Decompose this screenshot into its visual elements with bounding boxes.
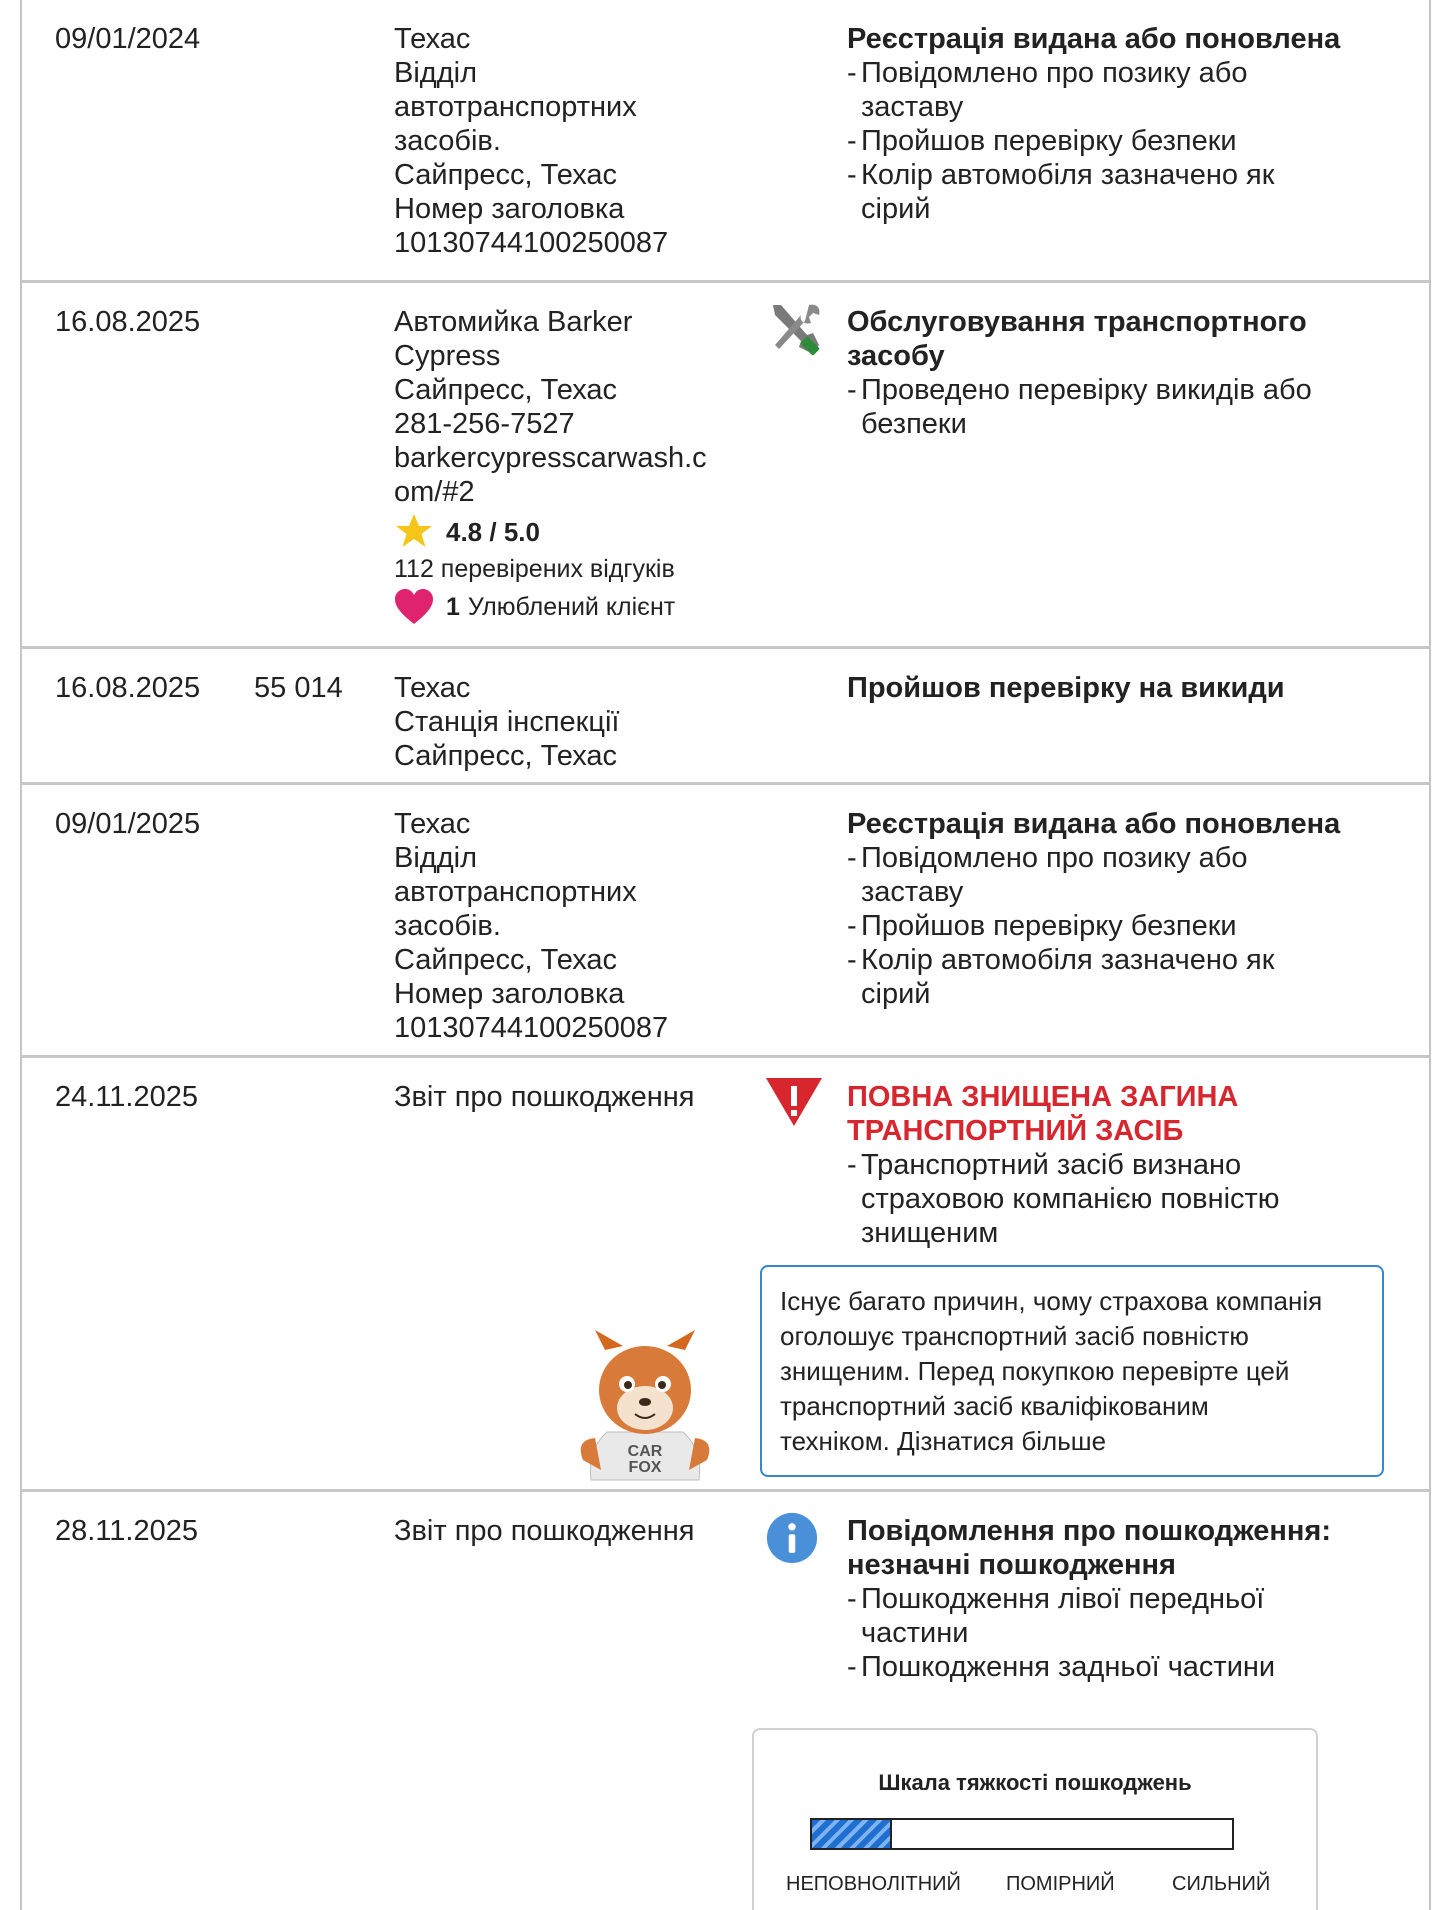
record-title: Пройшов перевірку на викиди — [847, 672, 1285, 704]
rating-score: 4.8 / 5.0 — [446, 517, 540, 547]
carfox-mascot-image — [565, 1330, 725, 1485]
source-line: Відділ — [394, 57, 477, 89]
source-line: Сайпресс, Техас — [394, 374, 618, 406]
record-date: 28.11.2025 — [55, 1515, 198, 1547]
history-row — [22, 785, 1429, 1058]
record-comments — [847, 305, 1407, 441]
mascot-shirt-text: CAR — [627, 1443, 663, 1460]
record-title: засобу — [847, 340, 945, 372]
notice-line: транспортний засіб кваліфікованим — [780, 1391, 1209, 1421]
heart-icon — [394, 589, 434, 625]
record-source — [394, 1080, 695, 1114]
record-comments — [847, 1514, 1407, 1684]
detail-line: Транспортний засіб визнано — [861, 1149, 1242, 1181]
record-source — [394, 807, 668, 1045]
detail-line: Колір автомобіля зазначено як — [861, 944, 1275, 976]
severity-bar — [810, 1818, 1234, 1850]
record-date: 09/01/2024 — [55, 23, 201, 55]
severity-label-severe: СИЛЬНИЙ — [1172, 1873, 1271, 1895]
notice-line: Існує багато причин, чому страхова компанія — [780, 1286, 1323, 1316]
record-title: ТРАНСПОРТНИЙ ЗАСІБ — [847, 1115, 1184, 1147]
record-date: 16.08.2025 — [55, 306, 201, 338]
source-line: Техас — [394, 23, 471, 55]
favorite-text: Улюблений клієнт — [467, 593, 676, 621]
record-title: Повідомлення про пошкодження: — [847, 1515, 1332, 1547]
source-website-link[interactable]: barkercypresscarwash.c — [394, 442, 707, 474]
detail-line: безпеки — [861, 408, 967, 440]
detail-item: - Повідомлено про позику або заставу — [847, 842, 1248, 908]
detail-item: - Пройшов перевірку безпеки — [847, 910, 1237, 942]
source-line: автотранспортних — [394, 91, 637, 123]
detail-line: Проведено перевірку викидів або — [861, 374, 1312, 406]
record-title: Обслуговування транспортного — [847, 306, 1307, 338]
detail-line: Колір автомобіля зазначено як — [861, 159, 1275, 191]
detail-line: Пройшов перевірку безпеки — [861, 125, 1237, 157]
record-comments — [847, 22, 1407, 226]
vehicle-history-table — [20, 0, 1431, 1910]
source-website-link[interactable]: om/#2 — [394, 476, 475, 508]
info-icon — [766, 1512, 818, 1564]
detail-line: Повідомлено про позику або — [861, 57, 1248, 89]
source-phone[interactable]: 281-256-7527 — [394, 408, 575, 440]
source-line: Відділ — [394, 842, 477, 874]
record-date: 09/01/2025 — [55, 808, 201, 840]
detail-line: Пошкодження лівої передньої — [861, 1583, 1265, 1615]
record-date: 16.08.2025 — [55, 672, 201, 704]
detail-item: - Проведено перевірку викидів або безпеки — [847, 374, 1312, 440]
history-row — [22, 0, 1429, 283]
record-title: незначні пошкодження — [847, 1549, 1176, 1581]
severity-bar-fill — [812, 1820, 892, 1848]
detail-line: сірий — [861, 978, 931, 1010]
record-source — [394, 1514, 695, 1548]
source-line: Cypress — [394, 340, 501, 372]
wrench-screwdriver-icon — [767, 301, 823, 357]
record-comments — [847, 1080, 1407, 1250]
detail-item: - Пошкодження лівої передньої частини — [847, 1583, 1265, 1649]
source-line: Станція інспекції — [394, 706, 620, 738]
detail-item: - Транспортний засіб визнано страховою компанією повністю знищеним — [847, 1149, 1280, 1249]
detail-line: Пошкодження задньої частини — [861, 1651, 1276, 1683]
detail-item: - Пройшов перевірку безпеки — [847, 125, 1237, 157]
detail-line: Пройшов перевірку безпеки — [861, 910, 1237, 942]
detail-item: - Пошкодження задньої частини — [847, 1651, 1276, 1683]
source-line: Автомийка Barker — [394, 306, 633, 338]
source-line: Номер заголовка — [394, 193, 625, 225]
source-line: 10130744100250087 — [394, 1012, 669, 1044]
detail-item: - Колір автомобіля зазначено як сірий — [847, 944, 1275, 1010]
source-line: Номер заголовка — [394, 978, 625, 1010]
detail-line: сірий — [861, 193, 931, 225]
record-title: ПОВНА ЗНИЩЕНА ЗАГИНА — [847, 1081, 1239, 1113]
source-line: засобів. — [394, 125, 501, 157]
source-line: Сайпресс, Техас — [394, 944, 618, 976]
detail-item: - Повідомлено про позику або заставу — [847, 57, 1248, 123]
damage-severity-scale — [752, 1728, 1318, 1910]
detail-line: заставу — [861, 91, 964, 123]
record-comments — [847, 671, 1407, 705]
favorite-count: 1 — [446, 593, 460, 621]
detail-item: - Колір автомобіля зазначено як сірий — [847, 159, 1275, 225]
detail-line: знищеним — [861, 1217, 999, 1249]
record-source — [394, 671, 619, 773]
severity-label-minor: НЕПОВНОЛІТНИЙ — [786, 1873, 961, 1895]
detail-line: частини — [861, 1617, 969, 1649]
severity-label-moderate: ПОМІРНИЙ — [1006, 1873, 1115, 1895]
record-comments — [847, 807, 1407, 1011]
record-title: Реєстрація видана або поновлена — [847, 808, 1341, 840]
mascot-shirt-text: FOX — [628, 1459, 662, 1476]
learn-more-link[interactable]: техніком. Дізнатися більше — [780, 1426, 1107, 1456]
notice-line: знищеним. Перед покупкою перевірте цей — [780, 1356, 1290, 1386]
total-loss-notice — [760, 1265, 1384, 1477]
verified-reviews-link[interactable]: 112 перевірених відгуків — [394, 555, 675, 583]
record-mileage: 55 014 — [254, 672, 343, 704]
record-title: Реєстрація видана або поновлена — [847, 23, 1341, 55]
alert-triangle-icon — [762, 1074, 822, 1130]
history-row — [22, 649, 1429, 785]
source-line: Техас — [394, 808, 471, 840]
notice-line: оголошує транспортний засіб повністю — [780, 1321, 1249, 1351]
detail-line: Повідомлено про позику або — [861, 842, 1248, 874]
record-date: 24.11.2025 — [55, 1081, 198, 1113]
history-row — [22, 283, 1429, 649]
source-line: Звіт про пошкодження — [394, 1081, 695, 1113]
record-source — [394, 305, 707, 509]
detail-line: страховою компанією повністю — [861, 1183, 1280, 1215]
source-line: Сайпресс, Техас — [394, 740, 618, 772]
favorite-label — [446, 593, 675, 622]
severity-title: Шкала тяжкості пошкоджень — [878, 1770, 1192, 1795]
source-line: Техас — [394, 672, 471, 704]
source-line: Сайпресс, Техас — [394, 159, 618, 191]
source-line: автотранспортних — [394, 876, 637, 908]
source-line: 10130744100250087 — [394, 227, 669, 259]
source-line: засобів. — [394, 910, 501, 942]
star-icon — [394, 513, 434, 549]
detail-line: заставу — [861, 876, 964, 908]
record-source — [394, 22, 668, 260]
source-line: Звіт про пошкодження — [394, 1515, 695, 1547]
